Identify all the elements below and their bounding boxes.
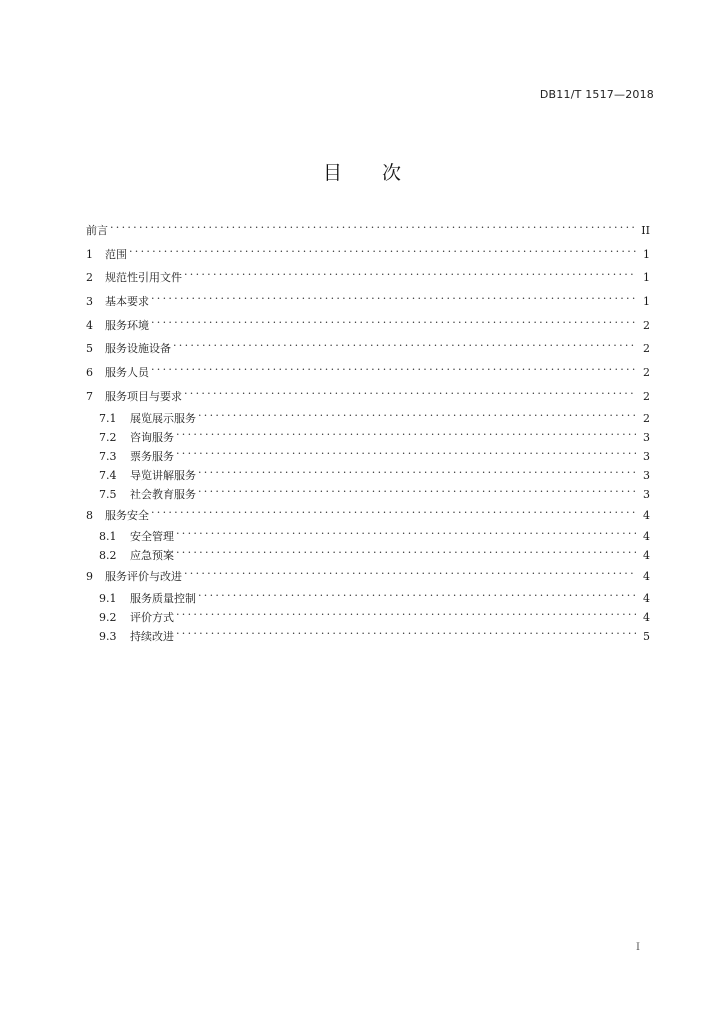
toc-title-left: 目: [322, 162, 342, 184]
toc-entry-number: 9.1: [99, 591, 117, 605]
toc-entry[interactable]: [86, 310, 650, 334]
toc-entry-number: 7: [86, 389, 93, 403]
toc-dot-leader: [184, 381, 636, 400]
toc-entry[interactable]: [86, 286, 650, 310]
toc-entry-title: 服务评价与改进: [105, 570, 182, 584]
toc-entry-number: 8.2: [99, 549, 117, 563]
toc-dot-leader: [198, 460, 636, 479]
toc-entry-page: II: [641, 224, 650, 237]
toc-dot-leader: [198, 403, 636, 422]
toc-entry-number: 9: [86, 570, 93, 584]
toc-entry-page: 3: [643, 468, 650, 482]
toc-dot-leader: [176, 441, 636, 460]
toc-dot-leader: [129, 239, 636, 258]
toc-entry-title: 社会教育服务: [130, 487, 196, 501]
toc-entry-title: 持续改进: [130, 629, 174, 643]
toc-entry-title: 咨询服务: [130, 430, 174, 444]
toc-entry-number: 7.5: [99, 487, 117, 501]
toc-dot-leader: [176, 521, 636, 540]
toc-entry-page: 4: [643, 610, 650, 624]
toc-entry-number: 7.4: [99, 468, 117, 482]
toc-entry-number: 9.2: [99, 610, 117, 624]
toc-dot-leader: [151, 286, 636, 305]
footer-page-number: I: [636, 942, 640, 953]
toc-dot-leader: [176, 540, 636, 559]
toc-entry-page: 4: [643, 530, 650, 544]
toc-dot-leader: [151, 310, 636, 329]
toc-dot-leader: [176, 422, 636, 441]
standard-code: DB11/T 1517—2018: [539, 88, 654, 101]
toc-entry-number: 8.1: [99, 530, 117, 544]
toc-entry-page: 3: [643, 449, 650, 463]
toc-entry-title: 服务安全: [105, 508, 149, 522]
toc-entry[interactable]: [86, 262, 650, 286]
toc-entry-page: 5: [643, 629, 650, 643]
toc-entry-page: 2: [643, 411, 650, 425]
toc-dot-leader: [198, 479, 636, 498]
toc-dot-leader: [184, 262, 636, 281]
toc-entry-number: 4: [86, 318, 93, 332]
toc-entry-page: 2: [643, 318, 650, 332]
toc-entry-title: 范围: [105, 247, 127, 261]
toc-entry[interactable]: [86, 357, 650, 381]
toc-entry-number: 9.3: [99, 629, 117, 643]
toc-entry-title: 应急预案: [130, 549, 174, 563]
toc-entry-page: 4: [643, 508, 650, 522]
toc-entry-title: 规范性引用文件: [105, 271, 182, 285]
toc-entry-page: 2: [643, 342, 650, 356]
toc-entry-page: 3: [643, 487, 650, 501]
toc-entry-page: 2: [643, 389, 650, 403]
toc-entry-number: 2: [86, 271, 93, 285]
toc-entry[interactable]: [86, 239, 650, 263]
toc-entry-page: 1: [643, 247, 650, 261]
toc-dot-leader: [176, 602, 636, 621]
toc-entry-number: 7.2: [99, 430, 117, 444]
toc-entry-title: 安全管理: [130, 530, 174, 544]
toc-entry-title: 导览讲解服务: [130, 468, 196, 482]
toc-entry-number: 8: [86, 508, 93, 522]
toc-entry-number: 5: [86, 342, 93, 356]
toc-entry-page: 3: [643, 430, 650, 444]
toc-entry-title: 评价方式: [130, 610, 174, 624]
toc-entry-page: 4: [643, 591, 650, 605]
toc-entry[interactable]: [86, 333, 650, 357]
toc-entry-page: 1: [643, 271, 650, 285]
toc-entry-number: 1: [86, 247, 93, 261]
toc-entry-number: 3: [86, 295, 93, 309]
toc-entry-title: 展览展示服务: [130, 411, 196, 425]
toc-entry-title: 基本要求: [105, 295, 149, 309]
toc-entry[interactable]: [86, 215, 650, 239]
toc-entry-title: 服务人员: [105, 366, 149, 380]
toc-entry-title: 前言: [86, 224, 108, 237]
toc-dot-leader: [110, 215, 635, 234]
toc-entry-number: 7.1: [99, 411, 117, 425]
toc-entry-title: 票务服务: [130, 449, 174, 463]
toc-dot-leader: [151, 357, 636, 376]
toc-title: [0, 158, 724, 185]
toc-entry-page: 2: [643, 366, 650, 380]
toc-entry-page: 1: [643, 295, 650, 309]
toc-dot-leader: [173, 333, 636, 352]
toc-dot-leader: [184, 561, 636, 580]
toc-entry-number: 7.3: [99, 449, 117, 463]
toc-entry-title: 服务设施设备: [105, 342, 171, 356]
toc-entry[interactable]: [86, 500, 650, 524]
toc-entry-title: 服务质量控制: [130, 591, 196, 605]
toc-dot-leader: [198, 583, 636, 602]
toc-title-right: 次: [382, 162, 402, 184]
toc-entry-title: 服务环境: [105, 318, 149, 332]
table-of-contents: [86, 215, 650, 643]
toc-dot-leader: [176, 621, 636, 640]
toc-entry[interactable]: [86, 521, 650, 544]
toc-entry[interactable]: [86, 381, 650, 405]
toc-entry-title: 服务项目与要求: [105, 389, 182, 403]
toc-entry-number: 6: [86, 366, 93, 380]
toc-entry-page: 4: [643, 570, 650, 584]
toc-dot-leader: [151, 500, 636, 519]
toc-entry-page: 4: [643, 549, 650, 563]
